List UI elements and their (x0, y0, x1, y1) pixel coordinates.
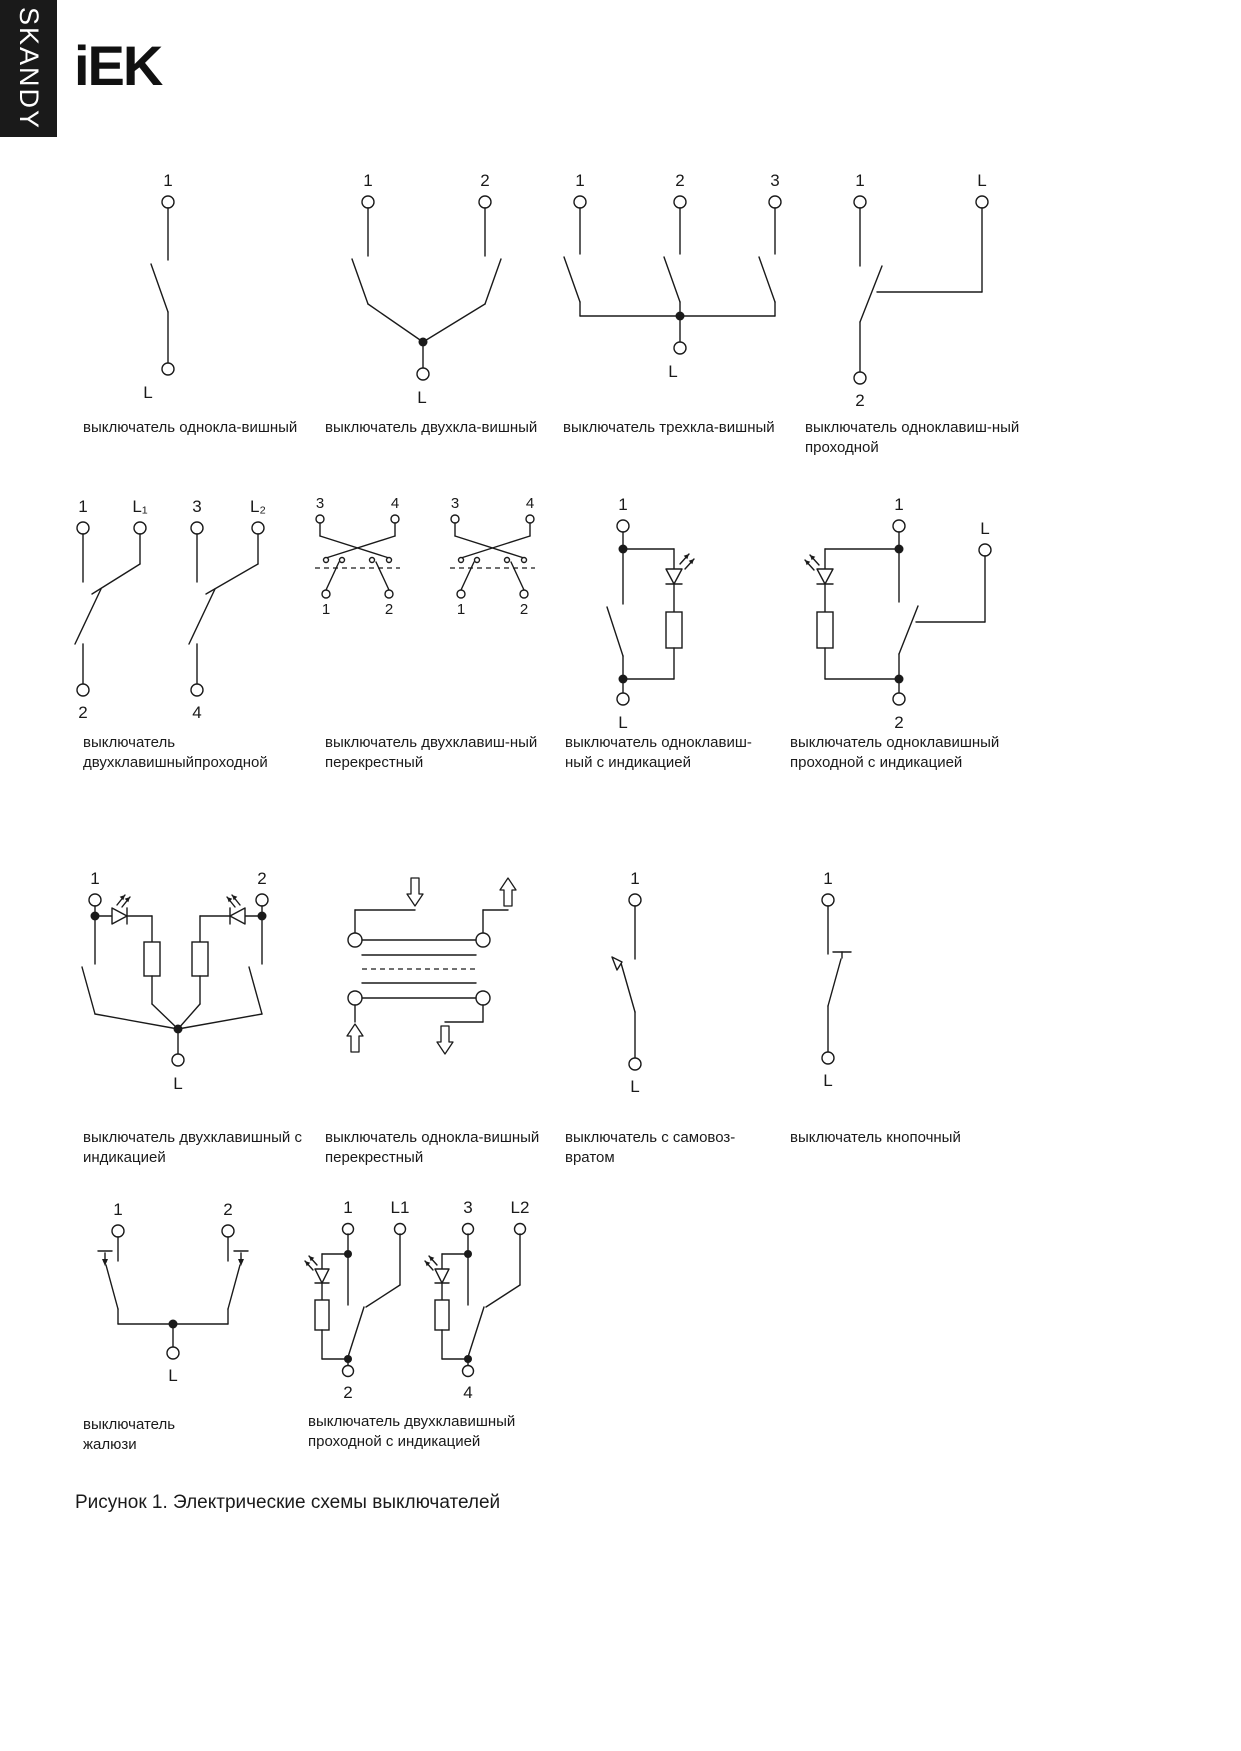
terminal-label: 1 (163, 171, 173, 190)
terminal-label: L (630, 1077, 640, 1095)
terminal-circle (629, 1058, 641, 1070)
contact-circle (476, 933, 490, 947)
down-arrow-icon (407, 878, 423, 906)
caption-line: выключатель (83, 1416, 176, 1433)
contact-circle (348, 991, 362, 1005)
diagram-two-gang-switch (325, 160, 545, 425)
terminal-circle (463, 1224, 474, 1235)
terminal-circle (617, 520, 629, 532)
terminal-label: 1 (90, 869, 100, 888)
caption-one-gang-switch (83, 418, 318, 438)
schematic-one-gang-intermediate-switch (330, 860, 545, 1065)
terminal-circle (479, 196, 491, 208)
schematic-two-gang-two-way-switch (70, 490, 280, 730)
caption-line: выключатель двухкла-вишный (325, 419, 538, 436)
switch-blade-icon (376, 562, 389, 590)
terminal-label: 2 (519, 601, 529, 618)
series-tab (0, 0, 57, 137)
schematic-two-gang-switch-with-indicator (80, 860, 315, 1095)
terminal-circle (77, 684, 89, 696)
schematic-two-gang-two-way-switch-with-indicator (300, 1195, 550, 1415)
resistor-icon (817, 612, 833, 648)
terminal-circle (362, 196, 374, 208)
terminal-label: L (417, 388, 427, 407)
terminal-label: 1 (78, 497, 88, 516)
terminal-circle (617, 693, 629, 705)
caption-push-button-switch (790, 1128, 1030, 1148)
switch-blade-icon (461, 562, 474, 590)
terminal-circle (252, 522, 264, 534)
caption-line: выключатель с самовоз- (565, 1129, 736, 1146)
terminal-label: L₁ (132, 497, 148, 516)
switch-blade-icon (468, 1307, 484, 1357)
schematic-blinds-switch (85, 1195, 275, 1400)
terminal-circle (520, 590, 528, 598)
terminal-label: 1 (456, 601, 466, 618)
schematic-one-gang-two-way-switch-with-indicator (790, 490, 1030, 735)
terminal-circle (316, 515, 324, 523)
contact-circle (348, 933, 362, 947)
terminal-label: 2 (78, 703, 88, 722)
caption-line: ный с индикацией (565, 754, 691, 771)
terminal-label: L (173, 1074, 183, 1093)
terminal-circle (167, 1347, 179, 1359)
terminal-circle (222, 1225, 234, 1237)
caption-line: перекрестный (325, 1149, 424, 1166)
caption-line: выключатель одноклавиш- (565, 734, 752, 751)
terminal-label: 1 (343, 1198, 353, 1217)
diagram-one-gang-two-way-switch (805, 160, 1035, 415)
terminal-label: L (143, 383, 153, 402)
diagram-push-button-switch (780, 860, 920, 1100)
switch-blade-icon (564, 257, 580, 302)
terminal-label: L₂ (249, 497, 267, 516)
terminal-label: L (668, 362, 678, 381)
caption-momentary-switch (565, 1128, 800, 1168)
switch-blade-icon (75, 589, 101, 644)
contact-circle (522, 558, 527, 563)
schematic-two-gang-intermediate-switch (308, 490, 558, 620)
terminal-label: 1 (630, 869, 640, 888)
terminal-circle (574, 196, 586, 208)
caption-line: выключатель одноклавишный (790, 734, 1000, 751)
caption-line: выключатель одноклавиш-ный (805, 419, 1020, 436)
caption-line: вратом (565, 1149, 615, 1166)
switch-blade-icon (249, 967, 262, 1014)
figure-caption-text: Рисунок 1. Электрические схемы выключателей (75, 1492, 501, 1513)
diagram-two-gang-two-way-switch-with-indicator (300, 1195, 550, 1420)
iek-logo (74, 34, 162, 97)
momentary-actuator-icon (234, 1251, 248, 1266)
switch-blade-icon (828, 959, 841, 1006)
terminal-circle (256, 894, 268, 906)
series-label: SKANDY (14, 6, 44, 131)
caption-line: проходной с индикацией (790, 754, 963, 771)
switch-blade-icon (664, 257, 680, 302)
caption-line: выключатель кнопочный (790, 1129, 961, 1146)
switch-blade-icon (326, 562, 339, 590)
up-arrow-icon (500, 878, 516, 906)
schematic-one-gang-switch-with-indicator (565, 490, 760, 735)
figure-caption (75, 1492, 500, 1514)
terminal-label: 1 (363, 171, 373, 190)
terminal-label: L1 (390, 1198, 410, 1217)
contact-circle (476, 991, 490, 1005)
terminal-circle (134, 522, 146, 534)
diagram-one-gang-switch-with-indicator (565, 490, 760, 740)
switch-blade-icon (511, 562, 524, 590)
terminal-circle (463, 1366, 474, 1377)
terminal-circle (769, 196, 781, 208)
terminal-label: 2 (894, 713, 904, 732)
resistor-icon (192, 942, 208, 976)
terminal-label: 4 (525, 495, 535, 512)
terminal-circle (976, 196, 988, 208)
led-indicator-icon (425, 1256, 449, 1283)
caption-line: проходной с индикацией (308, 1433, 481, 1450)
momentary-actuator-icon (98, 1251, 112, 1266)
caption-line: выключатель двухклавишный (308, 1413, 516, 1430)
terminal-label: 1 (113, 1200, 123, 1219)
switch-blade-icon (82, 967, 95, 1014)
terminal-label: 2 (480, 171, 490, 190)
diagram-two-gang-intermediate-switch (308, 490, 558, 625)
diagram-blinds-switch (85, 1195, 275, 1405)
contact-circle (387, 558, 392, 563)
switch-blade-icon (151, 264, 168, 312)
terminal-circle (674, 342, 686, 354)
contact-circle (324, 558, 329, 563)
terminal-circle (515, 1224, 526, 1235)
terminal-label: 2 (855, 391, 865, 410)
terminal-label: 4 (192, 703, 202, 722)
diagram-three-gang-switch (555, 160, 795, 405)
terminal-label: 4 (390, 495, 400, 512)
diagram-one-gang-two-way-switch-with-indicator (790, 490, 1030, 740)
down-arrow-icon (437, 1026, 453, 1054)
caption-line: индикацией (83, 1149, 166, 1166)
terminal-circle (674, 196, 686, 208)
schematic-two-gang-switch (325, 160, 545, 420)
caption-line: выключатель двухклавиш-ный (325, 734, 538, 751)
terminal-circle (893, 520, 905, 532)
terminal-label: 1 (894, 495, 904, 514)
contact-circle (505, 558, 510, 563)
terminal-circle (457, 590, 465, 598)
terminal-circle (854, 196, 866, 208)
resistor-icon (144, 942, 160, 976)
caption-two-gang-two-way-switch (83, 733, 323, 773)
diagram-two-gang-two-way-switch (70, 490, 280, 735)
terminal-circle (343, 1224, 354, 1235)
terminal-circle (854, 372, 866, 384)
terminal-label: 3 (770, 171, 780, 190)
diagram-one-gang-switch (85, 160, 305, 415)
terminal-circle (89, 894, 101, 906)
terminal-label: L (980, 519, 990, 538)
terminal-circle (979, 544, 991, 556)
caption-line: выключатель однокла-вишный (83, 419, 298, 436)
switch-blade-icon (621, 963, 635, 1012)
terminal-label: 2 (257, 869, 267, 888)
caption-line: перекрестный (325, 754, 424, 771)
switch-blade-icon (106, 1265, 118, 1309)
terminal-label: 1 (321, 601, 331, 618)
caption-line: выключатель двухклавишный с (83, 1129, 302, 1146)
switch-blade-icon (759, 257, 775, 302)
switch-blade-icon (607, 607, 623, 656)
caption-one-gang-two-way-switch (805, 418, 1050, 458)
terminal-circle (385, 590, 393, 598)
caption-line: проходной (805, 439, 879, 456)
terminal-label: L (823, 1071, 833, 1090)
caption-two-gang-intermediate-switch (325, 733, 570, 773)
terminal-label: L2 (510, 1198, 530, 1217)
terminal-label: 1 (855, 171, 865, 190)
terminal-label: 2 (675, 171, 685, 190)
terminal-label: 3 (315, 495, 325, 512)
led-indicator-icon (805, 555, 833, 584)
terminal-label: 3 (450, 495, 460, 512)
caption-line: выключатель однокла-вишный (325, 1129, 540, 1146)
caption-two-gang-two-way-switch-with-indicator (308, 1412, 568, 1452)
resistor-icon (315, 1300, 329, 1330)
terminal-label: L (977, 171, 987, 190)
terminal-circle (822, 1052, 834, 1064)
terminal-circle (822, 894, 834, 906)
terminal-circle (526, 515, 534, 523)
contact-circle (370, 558, 375, 563)
switch-blade-icon (348, 1307, 364, 1357)
terminal-label: L (618, 713, 628, 732)
terminal-circle (893, 693, 905, 705)
switch-blade-icon (352, 259, 368, 304)
terminal-circle (417, 368, 429, 380)
schematic-one-gang-two-way-switch (805, 160, 1035, 410)
terminal-label: 4 (463, 1383, 473, 1402)
terminal-circle (112, 1225, 124, 1237)
terminal-label: L (168, 1366, 178, 1385)
caption-blinds-switch (83, 1415, 283, 1455)
caption-two-gang-switch (325, 418, 560, 438)
terminal-label: 1 (575, 171, 585, 190)
switch-blade-icon (485, 259, 501, 304)
switch-blade-icon (189, 589, 215, 644)
terminal-circle (77, 522, 89, 534)
caption-line: выключатель трехкла-вишный (563, 419, 775, 436)
push-button-actuator-icon (833, 952, 851, 958)
terminal-circle (343, 1366, 354, 1377)
switch-blade-icon (899, 606, 918, 654)
schematic-three-gang-switch (555, 160, 795, 400)
caption-line: жалюзи (83, 1436, 137, 1453)
resistor-icon (666, 612, 682, 648)
led-indicator-icon (666, 554, 694, 584)
terminal-circle (172, 1054, 184, 1066)
contact-circle (475, 558, 480, 563)
terminal-circle (629, 894, 641, 906)
terminal-circle (162, 363, 174, 375)
terminal-label: 2 (223, 1200, 233, 1219)
terminal-label: 2 (343, 1383, 353, 1402)
terminal-label: 1 (618, 495, 628, 514)
terminal-label: 1 (823, 869, 833, 888)
caption-one-gang-intermediate-switch (325, 1128, 565, 1168)
terminal-circle (391, 515, 399, 523)
caption-line: выключатель (83, 734, 176, 751)
terminal-circle (451, 515, 459, 523)
schematic-push-button-switch (780, 860, 920, 1095)
diagram-momentary-switch (565, 860, 705, 1100)
resistor-icon (435, 1300, 449, 1330)
terminal-label: 3 (463, 1198, 473, 1217)
contact-circle (340, 558, 345, 563)
terminal-label: 2 (384, 601, 394, 618)
caption-one-gang-switch-with-indicator (565, 733, 800, 773)
diagram-one-gang-intermediate-switch (330, 860, 545, 1070)
caption-one-gang-two-way-switch-with-indicator (790, 733, 1040, 773)
iek-logo-text: iEK (74, 34, 162, 97)
schematic-momentary-switch (565, 860, 705, 1095)
terminal-circle (191, 522, 203, 534)
terminal-circle (162, 196, 174, 208)
switch-blade-icon (860, 266, 882, 322)
terminal-circle (322, 590, 330, 598)
terminal-label: 3 (192, 497, 202, 516)
terminal-circle (191, 684, 203, 696)
caption-two-gang-switch-with-indicator (83, 1128, 328, 1168)
contact-circle (459, 558, 464, 563)
led-indicator-icon (305, 1256, 329, 1283)
up-arrow-icon (347, 1024, 363, 1052)
terminal-circle (395, 1224, 406, 1235)
self-return-icon (612, 957, 622, 970)
diagram-two-gang-switch-with-indicator (80, 860, 315, 1100)
schematic-one-gang-switch (85, 160, 305, 410)
switch-blade-icon (228, 1265, 240, 1309)
caption-line: двухклавишныйпроходной (83, 754, 268, 771)
caption-three-gang-switch (563, 418, 798, 438)
